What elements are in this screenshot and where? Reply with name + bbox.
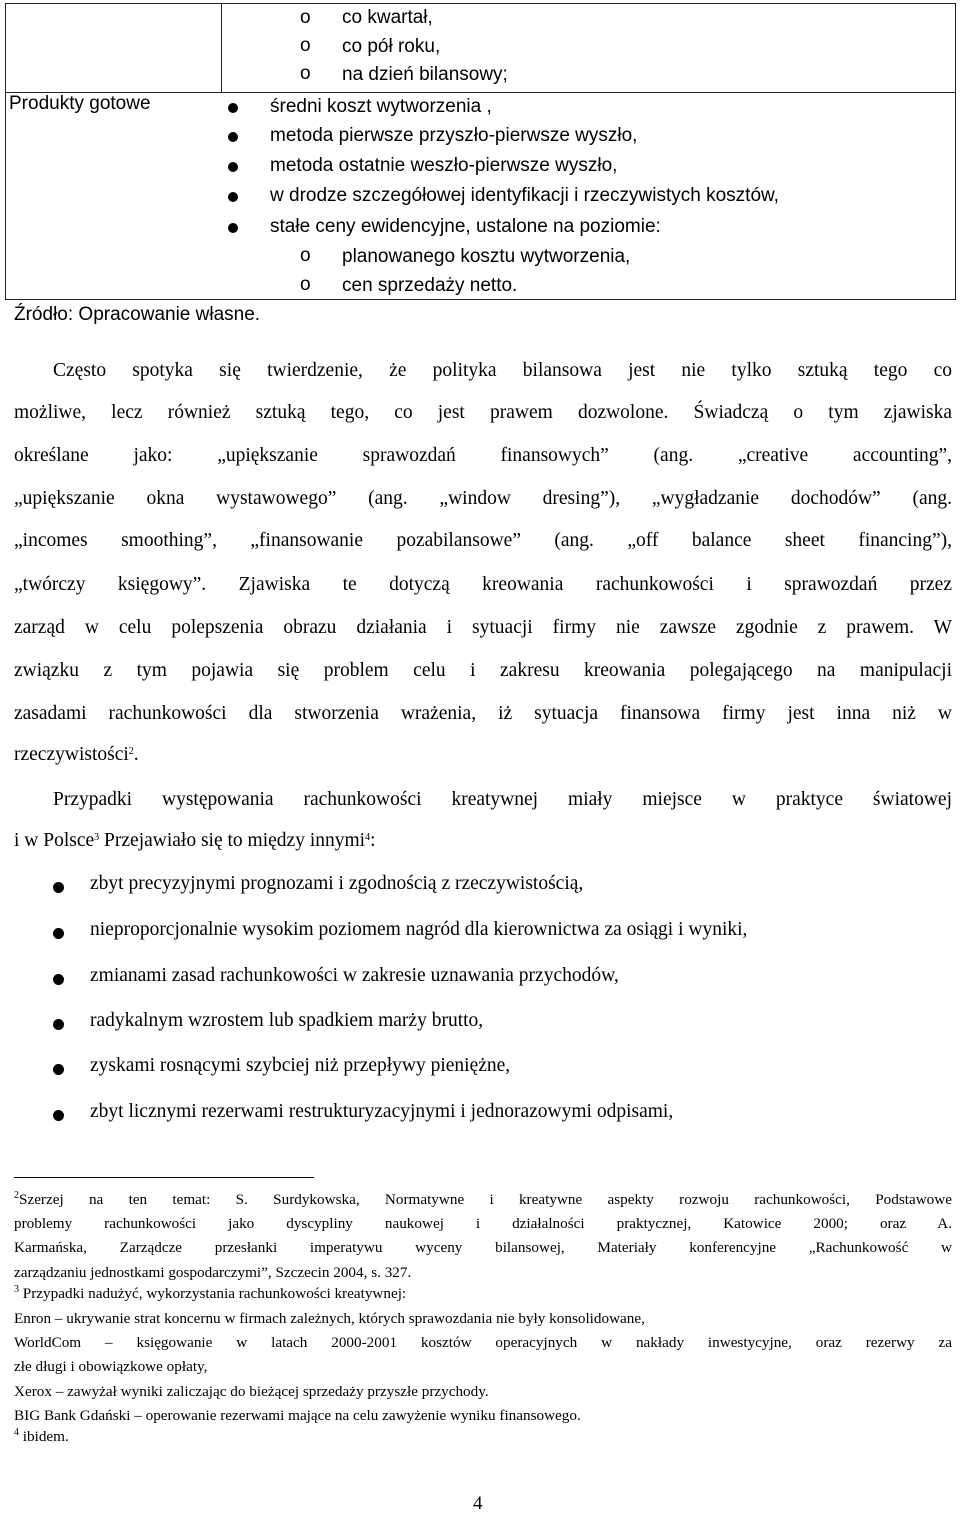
footnote-line: WorldCom – księgowanie w latach 2000-2001 kosztów operacyjnych w nakłady inwestycyjne, oraz rezerwy za	[14, 1334, 952, 1351]
list-item: zyskami rosnącymi szybciej niż przepływy pieniężne,	[90, 1055, 511, 1076]
footnote-line: złe długi i obowiązkowe opłaty,	[14, 1358, 208, 1375]
list-item: zbyt precyzyjnymi prognozami i zgodnością z rzeczywistością,	[90, 873, 584, 894]
table-row-label: Produkty gotowe	[9, 93, 151, 114]
bullet-dot	[53, 928, 64, 939]
sub-item: planowanego kosztu wytworzenia,	[342, 246, 631, 267]
footnote-ref: 3	[94, 832, 100, 843]
paragraph-text: Przejawiało się to między innymi	[99, 830, 366, 851]
footnote-line: Enron – ukrywanie strat koncernu w firmach zależnych, których sprawozdania nie były konsolidowane,	[14, 1310, 645, 1327]
paragraph-line: zasadami rachunkowości dla stworzenia wrażenia, iż sytuacja finansowa firmy jest inna niż w	[14, 703, 952, 724]
paragraph-line	[14, 830, 952, 852]
paragraph-text: rzeczywistości	[14, 744, 129, 765]
table-list-item: metoda pierwsze przyszło-pierwsze wyszło,	[270, 125, 638, 146]
footnote-text: Przypadki nadużyć, wykorzystania rachunkowości kreatywnej:	[22, 1285, 407, 1302]
table-list-item: metoda ostatnie weszło-pierwsze wyszło,	[270, 155, 618, 176]
page-number: 4	[473, 1493, 483, 1514]
footnote-mark: 4	[14, 1427, 19, 1438]
list-item: zbyt licznymi rezerwami restrukturyzacyjnymi i jednorazowymi odpisami,	[90, 1101, 674, 1122]
paragraph-line: związku z tym pojawia się problem celu i zakresu kreowania polegającego na manipulacji	[14, 660, 952, 681]
list-item: zmianami zasad rachunkowości w zakresie uznawania przychodów,	[90, 965, 619, 986]
footnote-line: Karmańska, Zarządcze przesłanki imperatywu wyceny bilansowej, Materiały konferencyjne „Rachunkowość w	[14, 1239, 952, 1256]
paragraph-text: :	[370, 830, 376, 851]
bullet-dot	[53, 1110, 64, 1121]
sub-item: na dzień bilansowy;	[342, 64, 508, 85]
bullet-dot	[53, 1064, 64, 1075]
footnote-line: Xerox – zawyżał wyniki zaliczając do bieżącej sprzedaży przyszłe przychody.	[14, 1383, 489, 1400]
paragraph-line: Często spotyka się twierdzenie, że polityka bilansowa jest nie tylko sztuką tego co	[53, 360, 952, 381]
paragraph-line: „upiększanie okna wystawowego” (ang. „window dresing”), „wygładzanie dochodów” (ang.	[14, 488, 952, 509]
table-divider-vertical	[221, 4, 222, 92]
bullet-dot	[228, 132, 238, 142]
paragraph-line	[14, 744, 952, 766]
paragraph-line: określane jako: „upiększanie sprawozdań finansowych” (ang. „creative accounting”,	[14, 445, 952, 466]
footnote-line: zarządzaniu jednostkami gospodarczymi”, Szczecin 2004, s. 327.	[14, 1264, 412, 1281]
paragraph-line: możliwe, lecz również sztuką tego, co jest prawem dozwolone. Świadczą o tym zjawiska	[14, 402, 952, 423]
paragraph-line: Przypadki występowania rachunkowości kreatywnej miały miejsce w praktyce światowej	[53, 789, 952, 810]
footnote-mark: 2	[14, 1190, 19, 1201]
footnote-line: problemy rachunkowości jako dyscypliny naukowej i działalności praktycznej, Katowice 2000; oraz A.	[14, 1215, 952, 1232]
footnote-mark: 3	[14, 1284, 19, 1295]
table-list-item: stałe ceny ewidencyjne, ustalone na poziomie:	[270, 216, 661, 237]
sub-bullet-marker: o	[300, 7, 311, 28]
bullet-dot	[53, 1019, 64, 1030]
bullet-dot	[228, 162, 238, 172]
paragraph-line: „twórczy księgowy”. Zjawiska te dotyczą kreowania rachunkowości i sprawozdań przez	[14, 574, 952, 595]
table-list-item: w drodze szczegółowej identyfikacji i rzeczywistych kosztów,	[270, 185, 779, 206]
table-list-item: średni koszt wytworzenia ,	[270, 96, 492, 117]
footnote-line	[14, 1428, 952, 1446]
footnote-text: Szerzej na ten temat: S. Surdykowska, Normatywne i kreatywne aspekty rozwoju rachunkowości, Podstawowe	[19, 1191, 952, 1208]
paragraph-text: i w Polsce	[14, 830, 95, 851]
bullet-dot	[53, 974, 64, 985]
list-item: radykalnym wzrostem lub spadkiem marży brutto,	[90, 1010, 484, 1031]
bullet-dot	[53, 882, 64, 893]
bullet-dot	[228, 192, 238, 202]
paragraph-line: zarząd w celu polepszenia obrazu działania i sytuacji firmy nie zawsze zgodnie z prawem. W	[14, 617, 952, 638]
footnote-ref: 2	[128, 746, 134, 757]
paragraph-text: .	[133, 744, 139, 765]
bullet-dot	[228, 103, 238, 113]
sub-bullet-marker: o	[300, 63, 311, 84]
bullet-dot	[228, 223, 238, 233]
sub-bullet-marker: o	[300, 245, 311, 266]
sub-item: co kwartał,	[342, 7, 433, 28]
footnote-ref: 4	[365, 832, 371, 843]
sub-bullet-marker: o	[300, 274, 311, 295]
sub-item: cen sprzedaży netto.	[342, 275, 518, 296]
footnote-line	[14, 1191, 952, 1209]
footnote-text: ibidem.	[22, 1428, 69, 1445]
list-item: nieproporcjonalnie wysokim poziomem nagród dla kierownictwa za osiągi i wyniki,	[90, 919, 748, 940]
sub-item: co pół roku,	[342, 36, 441, 57]
footnote-line: BIG Bank Gdański – operowanie rezerwami mające na celu zawyżenie wyniku finansowego.	[14, 1407, 581, 1424]
footnote-separator	[14, 1177, 314, 1178]
paragraph-line: „incomes smoothing”, „finansowanie pozabilansowe” (ang. „off balance sheet financing”),	[14, 530, 952, 551]
sub-bullet-marker: o	[300, 35, 311, 56]
source-note: Źródło: Opracowanie własne.	[14, 304, 261, 325]
footnote-line	[14, 1285, 952, 1303]
